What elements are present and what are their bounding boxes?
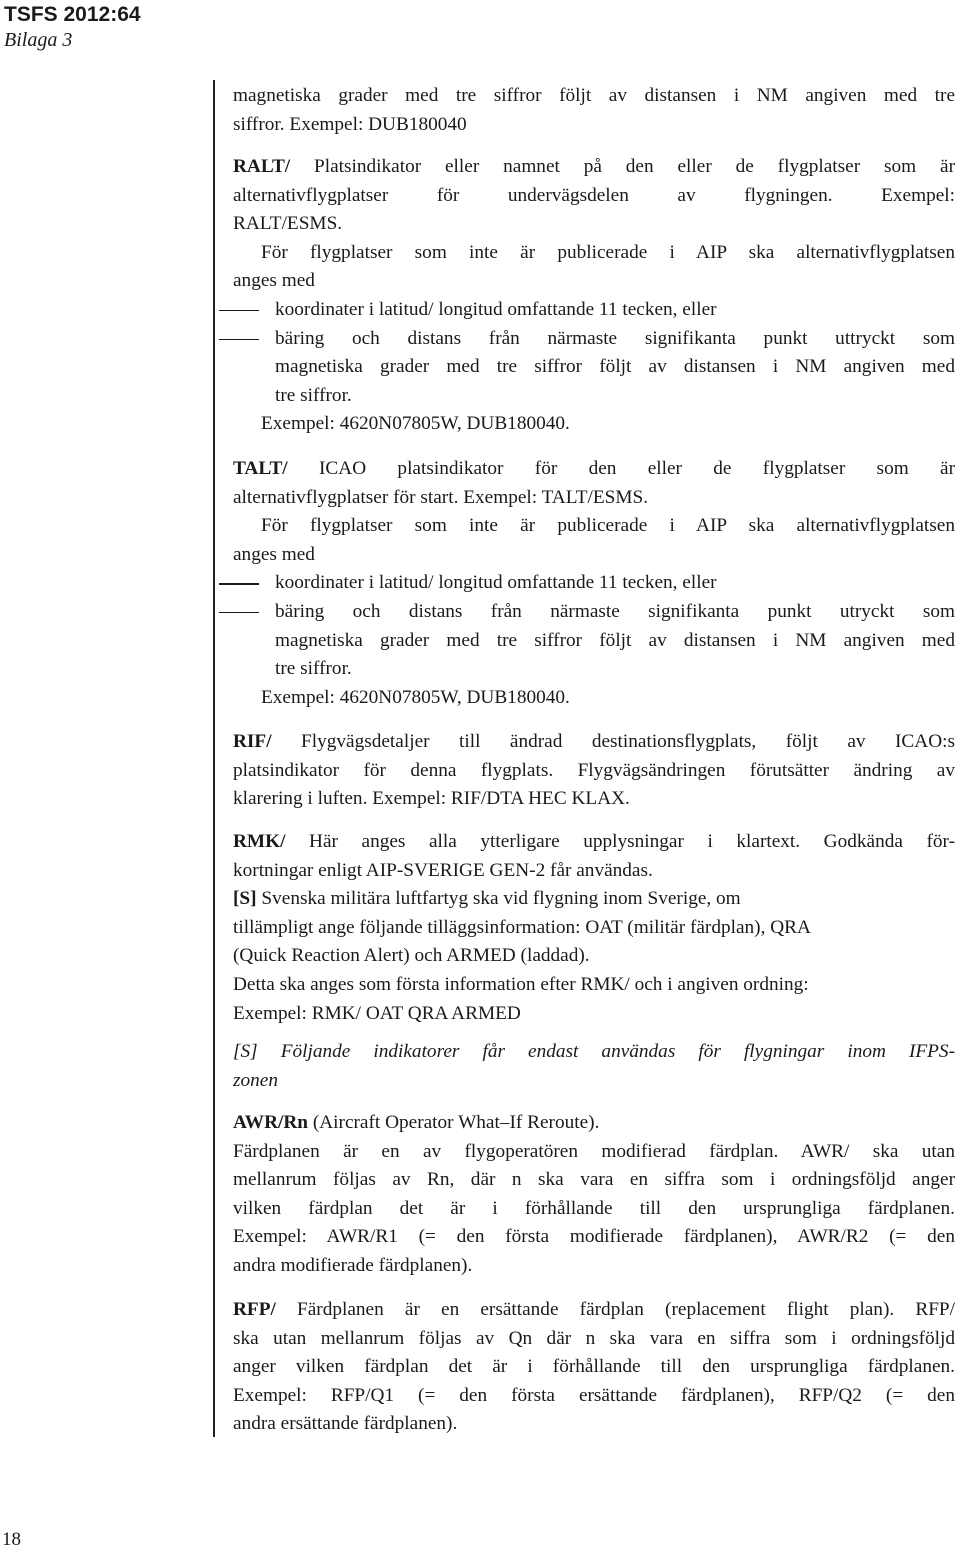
text-line: För flygplatser som inte är publicerade i AIP ska alternativflygplatsen xyxy=(261,241,955,263)
section-ralt xyxy=(233,153,955,439)
text-line: ska utan mellanrum följas av Qn där n ska vara en siffra som i ordningsföljd xyxy=(233,1327,955,1349)
text-line: tillämpligt ange följande tilläggsinformation: OAT (militär färdplan), QRA xyxy=(233,916,811,938)
text-line: AWR/Rn (Aircraft Operator What–If Reroute). xyxy=(233,1112,600,1133)
text-line: andra modifierade färdplanen). xyxy=(233,1254,473,1276)
text-line: [S] Följande indikatorer får endast användas för flygningar inom IFPS- xyxy=(233,1041,955,1062)
example-line: Exempel: 4620N07805W, DUB180040. xyxy=(261,686,570,708)
text-line: alternativflygplatser för start. Exempel: TALT/ESMS. xyxy=(233,486,649,508)
text-line: magnetiska grader med tre siffror följt av distansen i NM angiven med xyxy=(275,629,955,651)
text-line: RIF/ Flygvägsdetaljer till ändrad destinationsflygplats, följt av ICAO:s xyxy=(233,731,955,752)
section-ifps-note xyxy=(233,1038,955,1095)
text-line: klarering i luften. Exempel: RIF/DTA HEC KLAX. xyxy=(233,788,630,810)
text-line: Exempel: RMK/ OAT QRA ARMED xyxy=(233,1002,521,1024)
text-line: alternativflygplatser för undervägsdelen av flygningen. Exempel: xyxy=(233,184,955,206)
section-rif xyxy=(233,728,955,814)
section-talt xyxy=(233,455,955,712)
text-line: zonen xyxy=(233,1069,278,1091)
text-line: anges med xyxy=(233,270,315,292)
document-title: TSFS 2012:64 xyxy=(4,3,141,26)
text-line: RMK/ Här anges alla ytterligare upplysningar i klartext. Godkända för- xyxy=(233,831,955,852)
list-item: bäring och distans från närmaste signifikanta punkt utryckt som xyxy=(275,600,955,622)
text-line: Exempel: AWR/R1 (= den första modifierade färdplanen), AWR/R2 (= den xyxy=(233,1226,955,1248)
field-term: TALT/ xyxy=(233,458,288,479)
text-line: tre siffror. xyxy=(275,384,352,406)
text-line: Färdplanen är en av flygoperatören modifierad färdplan. AWR/ ska utan xyxy=(233,1140,955,1162)
text-line: För flygplatser som inte är publicerade i AIP ska alternativflygplatsen xyxy=(261,515,955,537)
field-term: RIF/ xyxy=(233,731,272,752)
text-line: tre siffror. xyxy=(275,658,352,680)
text-line: Detta ska anges som första information efter RMK/ och i angiven ordning: xyxy=(233,973,809,995)
field-term: RFP/ xyxy=(233,1299,276,1320)
paragraph-continuation xyxy=(233,82,955,139)
text-line: magnetiska grader med tre siffror följt av distansen i NM angiven med tre xyxy=(233,85,955,106)
list-item: koordinater i latitud/ longitud omfattande 11 tecken, eller xyxy=(275,572,717,594)
change-bar xyxy=(213,80,215,1437)
field-term: AWR/Rn xyxy=(233,1112,308,1133)
text-line: RALT/ Platsindikator eller namnet på den eller de flygplatser som är xyxy=(233,156,955,177)
text-line: (Quick Reaction Alert) och ARMED (laddad). xyxy=(233,945,590,967)
text-line: anger vilken färdplan det är i förhållande till den ursprungliga färdplanen. xyxy=(233,1356,955,1378)
text-line: platsindikator för denna flygplats. Flygvägsändringen förutsätter ändring av xyxy=(233,759,955,781)
text-line: andra ersättande färdplanen). xyxy=(233,1413,458,1435)
text-line: vilken färdplan det är i förhållande till den ursprungliga färdplanen. xyxy=(233,1197,955,1219)
page-number: 18 xyxy=(2,1529,21,1550)
section-rmk xyxy=(233,828,955,1028)
text-line: Exempel: RFP/Q1 (= den första ersättande färdplanen), RFP/Q2 (= den xyxy=(233,1384,955,1406)
swedish-marker: [S] xyxy=(233,888,257,910)
field-term: RMK/ xyxy=(233,831,286,852)
text-line: magnetiska grader med tre siffror följt av distansen i NM angiven med xyxy=(275,356,955,378)
text-line: RALT/ESMS. xyxy=(233,213,343,235)
text-line: siffror. Exempel: DUB180040 xyxy=(233,113,467,135)
text-line: mellanrum följas av Rn, där n ska vara en siffra som i ordningsföljd anger xyxy=(233,1169,955,1191)
list-item: koordinater i latitud/ longitud omfattande 11 tecken, eller xyxy=(275,298,717,320)
section-awr xyxy=(233,1109,955,1281)
text-line: kortningar enligt AIP-SVERIGE GEN-2 får användas. xyxy=(233,859,653,881)
page-header xyxy=(4,2,141,52)
example-line: Exempel: 4620N07805W, DUB180040. xyxy=(261,413,570,435)
text-line: anges med xyxy=(233,543,315,565)
text-line: RFP/ Färdplanen är en ersättande färdplan (replacement flight plan). RFP/ xyxy=(233,1299,955,1320)
text-line: [S] Svenska militära luftfartyg ska vid flygning inom Sverige, om xyxy=(233,888,741,910)
list-item: bäring och distans från närmaste signifikanta punkt uttryckt som xyxy=(275,327,955,349)
text-line: TALT/ ICAO platsindikator för den eller de flygplatser som är xyxy=(233,458,955,479)
document-subtitle: Bilaga 3 xyxy=(4,29,73,51)
section-rfp xyxy=(233,1296,955,1439)
field-term: RALT/ xyxy=(233,156,291,177)
